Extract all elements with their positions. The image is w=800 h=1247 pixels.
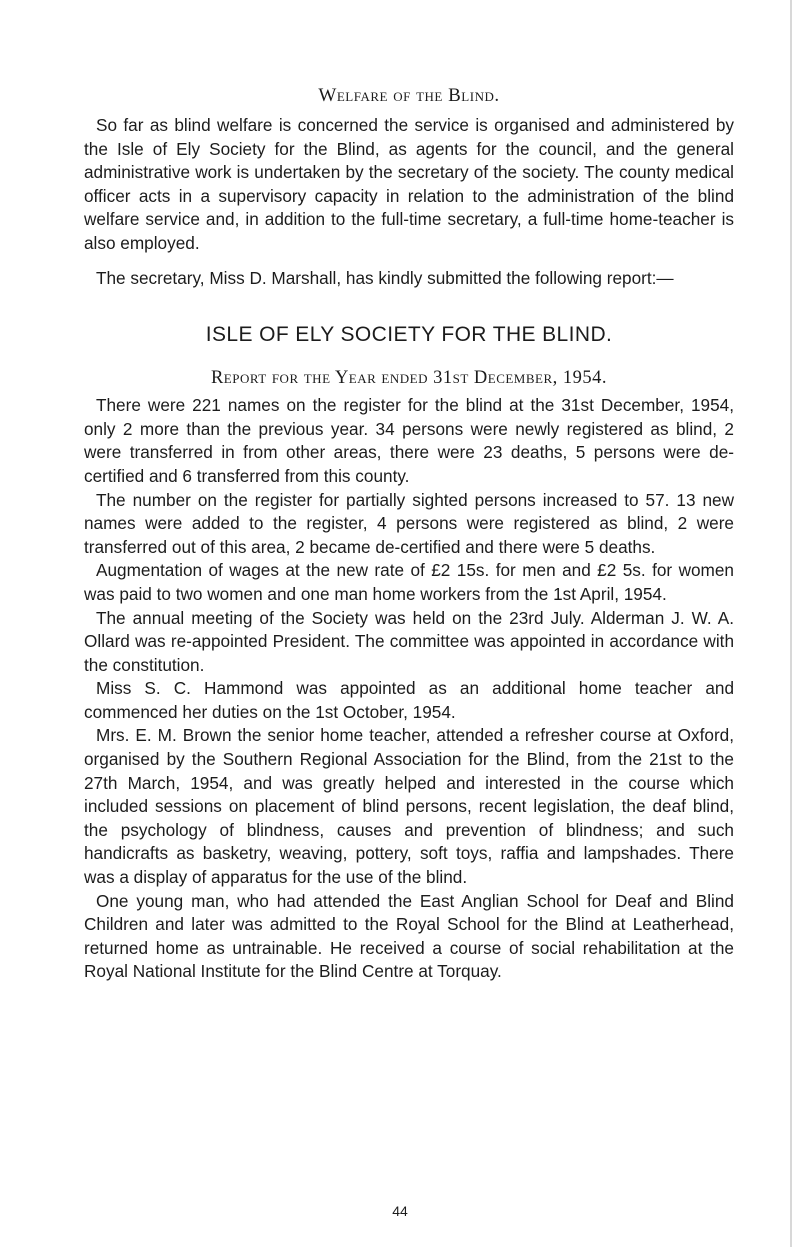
report-paragraph: There were 221 names on the register for the blind at the 31st December, 1954, only 2 more than the previous year. 34 persons were newly registered as blind, 2 were transferred in from other areas, there were 23 deaths, 5 persons were de-certified and 6 transferred from this county. [84,395,734,486]
page-edge [790,0,792,1247]
intro-paragraph: The secretary, Miss D. Marshall, has kindly submitted the following report:— [96,267,674,288]
report-paragraph: Miss S. C. Hammond was appointed as an additional home teacher and commenced her duties on the 1st October, 1954. [84,678,734,722]
intro-section [84,114,734,290]
report-paragraph: The number on the register for partially sighted persons increased to 57. 13 new names were added to the register, 4 persons were registered as blind, 2 were transferred out of this area, 2 became de-certified and there were 5 deaths. [84,489,734,557]
report-paragraph: The annual meeting of the Society was held on the 23rd July. Alderman J. W. A. Ollard was re-appointed President. The committee was appointed in accordance with the constitution. [84,607,734,675]
page-number: 44 [392,1203,408,1219]
section-heading: Welfare of the Blind. [318,85,500,106]
report-paragraph: Augmentation of wages at the new rate of £2 15s. for men and £2 5s. for women was paid to two women and one man home workers from the 1st April, 1954. [84,560,734,604]
report-paragraph: One young man, who had attended the East Anglian School for Deaf and Blind Children and later was admitted to the Royal School for the Blind at Leatherhead, returned home as untrainable. He received a course of social rehabilitation at the Royal National Institute for the Blind Centre at Torquay. [84,890,734,982]
intro-paragraph: So far as blind welfare is concerned the service is organised and administered by the Isle of Ely Society for the Blind, as agents for the council, and the general administrative work is undertaken by the secretary of the society. The county medical officer acts in a supervisory capacity in relation to the administration of the blind welfare service and, in addition to the full-time secretary, a full-time home-teacher is also employed. [84,115,734,253]
report-subtitle: Report for the Year ended 31st December, 1954. [210,368,608,389]
report-paragraph: Mrs. E. M. Brown the senior home teacher, attended a refresher course at Oxford, organised by the Southern Regional Association for the Blind, from the 21st to the 27th March, 1954, and was greatly helped and interested in the course which included sessions on placement of blind persons, recent legislation, the deaf blind, the psychology of blindness, causes and prevention of blindness; and such handicrafts as basketry, weaving, pottery, soft toys, raffia and lampshades. There was a display of apparatus for the use of the blind. [84,725,734,888]
document-body [84,85,734,984]
society-title: ISLE OF ELY SOCIETY FOR THE BLIND. [205,323,613,347]
report-section [84,394,734,984]
